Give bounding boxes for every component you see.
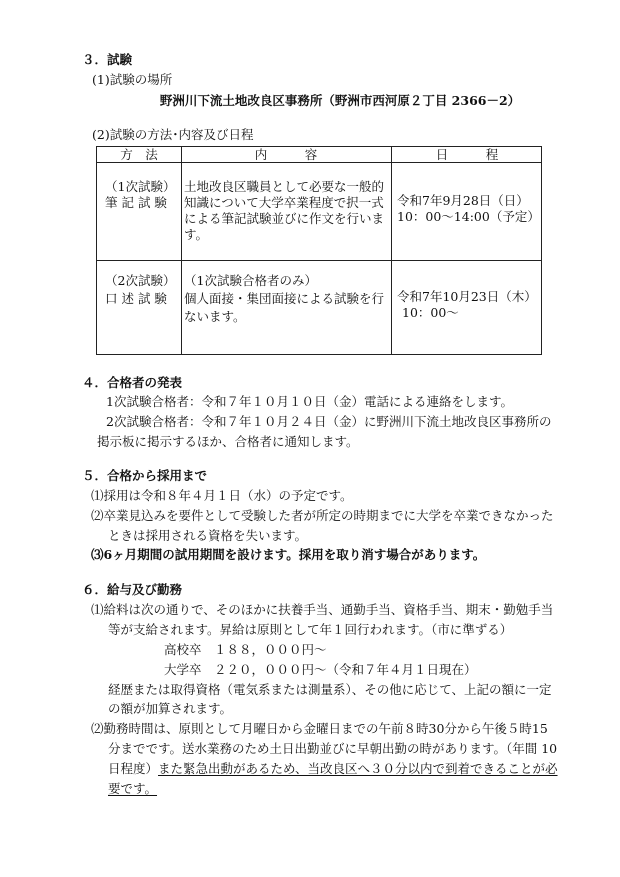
hiring-item: ⑵卒業見込みを要件として受験した者が所定の時期までに大学を卒業できなかった [91,508,554,523]
schedule-cell-line: 10：00～ [402,305,459,320]
salary-line: ⑴給料は次の通りで、そのほかに扶養手当、通勤手当、資格手当、期末・勤勉手当 [91,602,554,617]
working-hours-line: 分までです。送水業務のため土日出勤並びに早朝出勤の時があります。（年間 10 [108,741,558,756]
content-cell-line: す。 [184,227,209,242]
exam-location: 野洲川下流土地改良区事務所（野洲市西河原２丁目 2366－2） [159,93,521,108]
content-cell-line: 個人面接・集団面接による試験を行 [184,291,385,306]
emergency-note: また緊急出動があるため、当改良区へ３０分以内で到着できることが必 [158,761,558,776]
content-cell-line: による筆記試験並びに作文を行いま [184,211,385,226]
section-5-heading: ５．合格から採用まで [82,468,208,483]
schedule-cell-line: 令和7年10月23日（木） [397,289,537,304]
working-hours-line: ⑵勤務時間は、原則として月曜日から金曜日までの午前８時30分から午後５時15 [91,721,548,736]
emergency-note-end: 要です。 [108,781,158,796]
section-3-heading: ３．試験 [82,52,133,67]
salary-line: 経歴または取得資格（電気系または測量系）、その他に応じて、上記の額に一定 [108,682,552,697]
method-cell-line: 口 述 試 験 [105,291,167,306]
announcement-line: 掲示板に掲示するほか、合格者に通知します。 [97,434,359,449]
table-header-schedule: 日 程 [435,147,499,162]
method-cell-line: （2次試験） [105,273,176,288]
method-cell-line: 筆 記 試 験 [105,195,167,210]
content-cell-line: （1次試験合格者のみ） [184,273,317,288]
schedule-cell-line: 10：00～14:00（予定） [397,209,540,224]
exam-method-label: (2)試験の方法･内容及び日程 [92,127,254,142]
content-cell-line: ないます。 [184,309,246,324]
method-cell-line: （1次試験） [105,179,176,194]
working-hours-line [108,763,558,776]
schedule-cell-line: 令和7年9月28日（日） [397,193,529,208]
salary-university: 大学卒 ２２０，０００円～（令和７年４月１日現在） [164,662,477,677]
salary-line: 等が支給されます。昇給は原則として年１回行われます。（市に準ずる） [108,622,513,637]
salary-high-school: 高校卒 １８８，０００円～ [164,642,327,657]
hiring-item: ときは採用される資格を失います。 [108,528,308,543]
hiring-item: ⑶6ヶ月期間の試用期間を設けます。採用を取り消す場合があります。 [91,547,486,562]
table-header-content: 内 容 [254,147,318,162]
exam-location-label: (1)試験の場所 [92,72,173,87]
announcement-line: 1次試験合格者：令和７年１０月１０日（金）電話による連絡をします。 [106,394,513,409]
section-6-heading: ６．給与及び勤務 [82,582,183,597]
exam-schedule-table [96,146,542,355]
content-cell-line: 土地改良区職員として必要な一般的 [184,179,385,194]
announcement-line: 2次試験合格者：令和７年１０月２４日（金）に野洲川下流土地改良区事務所の [106,414,552,429]
salary-line: の額が加算されます。 [108,701,233,716]
section-4-heading: ４．合格者の発表 [82,375,183,390]
content-cell-line: 知識について大学卒業程度で択一式 [184,195,384,210]
table-header-method: 方 法 [120,147,158,162]
hiring-item: ⑴採用は令和８年４月１日（水）の予定です。 [91,488,353,503]
working-hours-text: 日程度） [108,761,159,776]
